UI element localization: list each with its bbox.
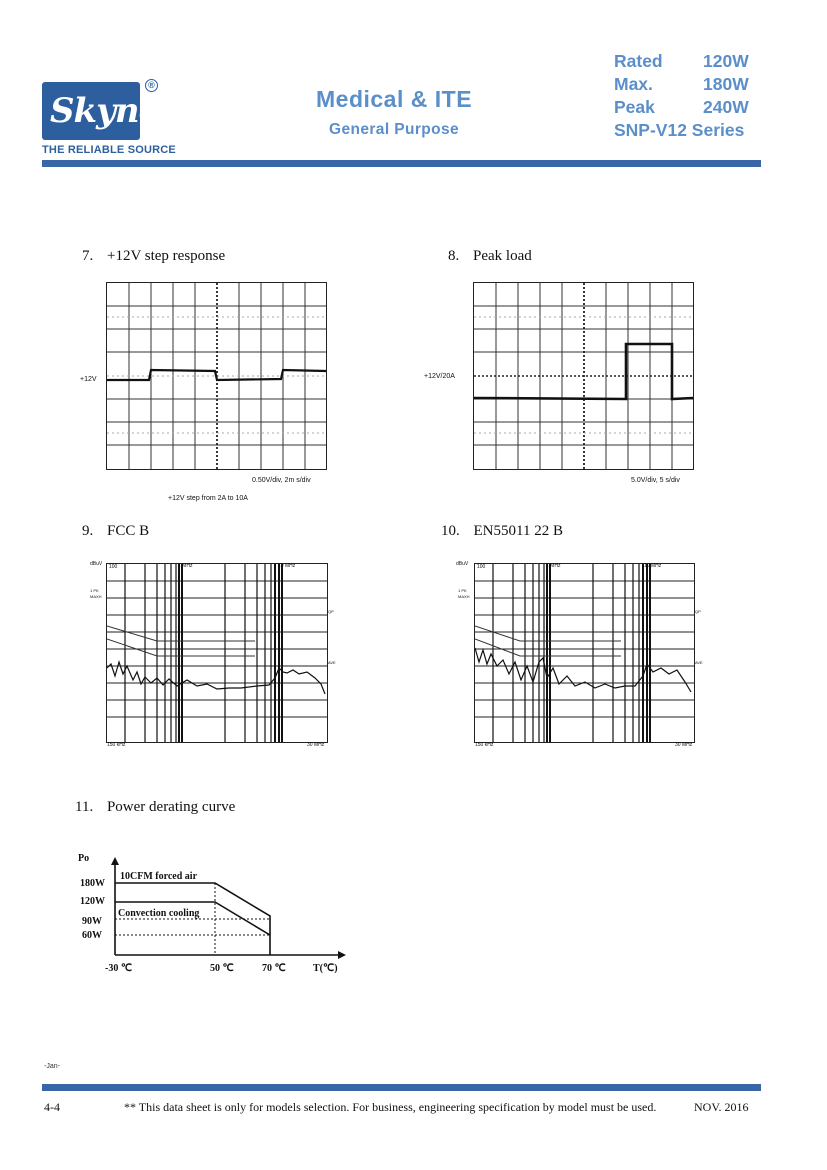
- rating-label: Peak: [614, 97, 655, 117]
- section-11-heading: [75, 799, 235, 816]
- emi-x-end: 30 MHz: [307, 742, 325, 748]
- rating-peak: [614, 97, 749, 118]
- section-title: FCC B: [107, 523, 150, 539]
- scope-scale: 0.50V/div, 2m s/div: [252, 477, 311, 484]
- rating-rated: [614, 51, 749, 72]
- scope-graticule: [107, 283, 326, 469]
- derating-y-label: 60W: [82, 930, 102, 941]
- page-title: Medical & ITE: [316, 86, 473, 112]
- page-number: 4-4: [44, 1100, 60, 1114]
- emi-x-end: 30 MHz: [675, 742, 693, 748]
- rating-value: 120W: [703, 51, 749, 71]
- derating-x-label: 50 ℃: [210, 963, 234, 974]
- emi-trace: [107, 662, 325, 694]
- scope-graticule: [474, 283, 693, 469]
- scope-scale: 5.0V/div, 5 s/div: [631, 477, 680, 484]
- emi-mark-10mhz: 10 MHz: [278, 563, 296, 569]
- emi-y-top: 100: [477, 564, 486, 570]
- section-number: 10.: [441, 523, 460, 539]
- emi-legend-2: MAXH: [458, 594, 470, 599]
- series-name: SNP-V12 Series: [614, 120, 745, 140]
- footer-rule: [42, 1084, 761, 1091]
- trace-label: +12V/20A: [424, 373, 455, 380]
- derating-chart: [70, 850, 360, 980]
- footer-date: NOV. 2016: [694, 1100, 749, 1114]
- emi-legend-2: MAXH: [90, 594, 102, 599]
- emi-plot-en55011: [474, 563, 695, 743]
- rating-label: Rated: [614, 51, 663, 71]
- emi-unit: dBuV: [456, 561, 469, 567]
- emi-graticule: [107, 564, 327, 742]
- logo-tagline: THE RELIABLE SOURCE: [42, 144, 176, 156]
- section-title: Peak load: [473, 248, 532, 264]
- derating-y-label: 180W: [80, 878, 105, 889]
- rating-max: [614, 74, 749, 95]
- curve-label-forced-air: 10CFM forced air: [120, 871, 198, 882]
- emi-graticule: [475, 564, 694, 742]
- derating-x-label: -30 ℃: [105, 963, 133, 974]
- scope-caption: +12V step from 2A to 10A: [168, 495, 248, 502]
- emi-plot-fcc: [106, 563, 328, 743]
- page-subtitle: General Purpose: [329, 121, 460, 138]
- section-title: EN55011 22 B: [473, 523, 563, 539]
- header-rule: [42, 160, 761, 167]
- section-8-heading: [448, 248, 532, 265]
- derating-y-label: 120W: [80, 896, 105, 907]
- emi-side-ave: AVE: [328, 660, 336, 665]
- section-title: Power derating curve: [106, 799, 236, 815]
- derating-x-axis-label: T(℃): [313, 963, 338, 974]
- rating-label: Max.: [614, 74, 653, 94]
- emi-legend-1: 1 PK: [90, 588, 99, 593]
- section-number: 11.: [75, 799, 94, 815]
- section-7-heading: [82, 248, 225, 265]
- curve-label-convection: Convection cooling: [118, 908, 200, 919]
- scope-peak-load: [473, 282, 694, 470]
- emi-side-ave: AVE: [695, 660, 703, 665]
- registered-mark: ®: [145, 79, 158, 92]
- emi-mark-10mhz: 10 MHz: [644, 563, 662, 569]
- emi-trace: [475, 648, 691, 692]
- derating-x-label: 70 ℃: [262, 963, 286, 974]
- emi-mark-1mhz: 1 MHz: [546, 563, 561, 569]
- derating-y-axis-label: Po: [78, 853, 90, 864]
- emi-x-start: 150 kHz: [107, 742, 126, 748]
- emi-side-qp: QP: [695, 609, 701, 614]
- emi-x-start: 150 kHz: [475, 742, 494, 748]
- section-number: 9.: [82, 523, 94, 539]
- section-9-heading: [82, 523, 149, 540]
- emi-unit: dBuV: [90, 561, 103, 567]
- section-number: 8.: [448, 248, 460, 264]
- trace-label: +12V: [80, 376, 97, 383]
- footer-note: -Jan-: [44, 1063, 60, 1070]
- emi-y-top: 100: [109, 564, 118, 570]
- emi-legend-1: 1 PK: [458, 588, 467, 593]
- scope-step-response: [106, 282, 327, 470]
- rating-value: 240W: [703, 97, 749, 117]
- derating-y-label: 90W: [82, 916, 102, 927]
- rating-value: 180W: [703, 74, 749, 94]
- emi-side-qp: QP: [328, 609, 334, 614]
- emi-mark-1mhz: 1 MHz: [178, 563, 193, 569]
- footer-disclaimer: ** This data sheet is only for models selection. For business, engineering specification by model must be used.: [124, 1100, 657, 1114]
- logo-wordmark: Skynet: [50, 91, 174, 131]
- section-number: 7.: [82, 248, 94, 264]
- section-title: +12V step response: [107, 248, 226, 264]
- section-10-heading: [441, 523, 563, 540]
